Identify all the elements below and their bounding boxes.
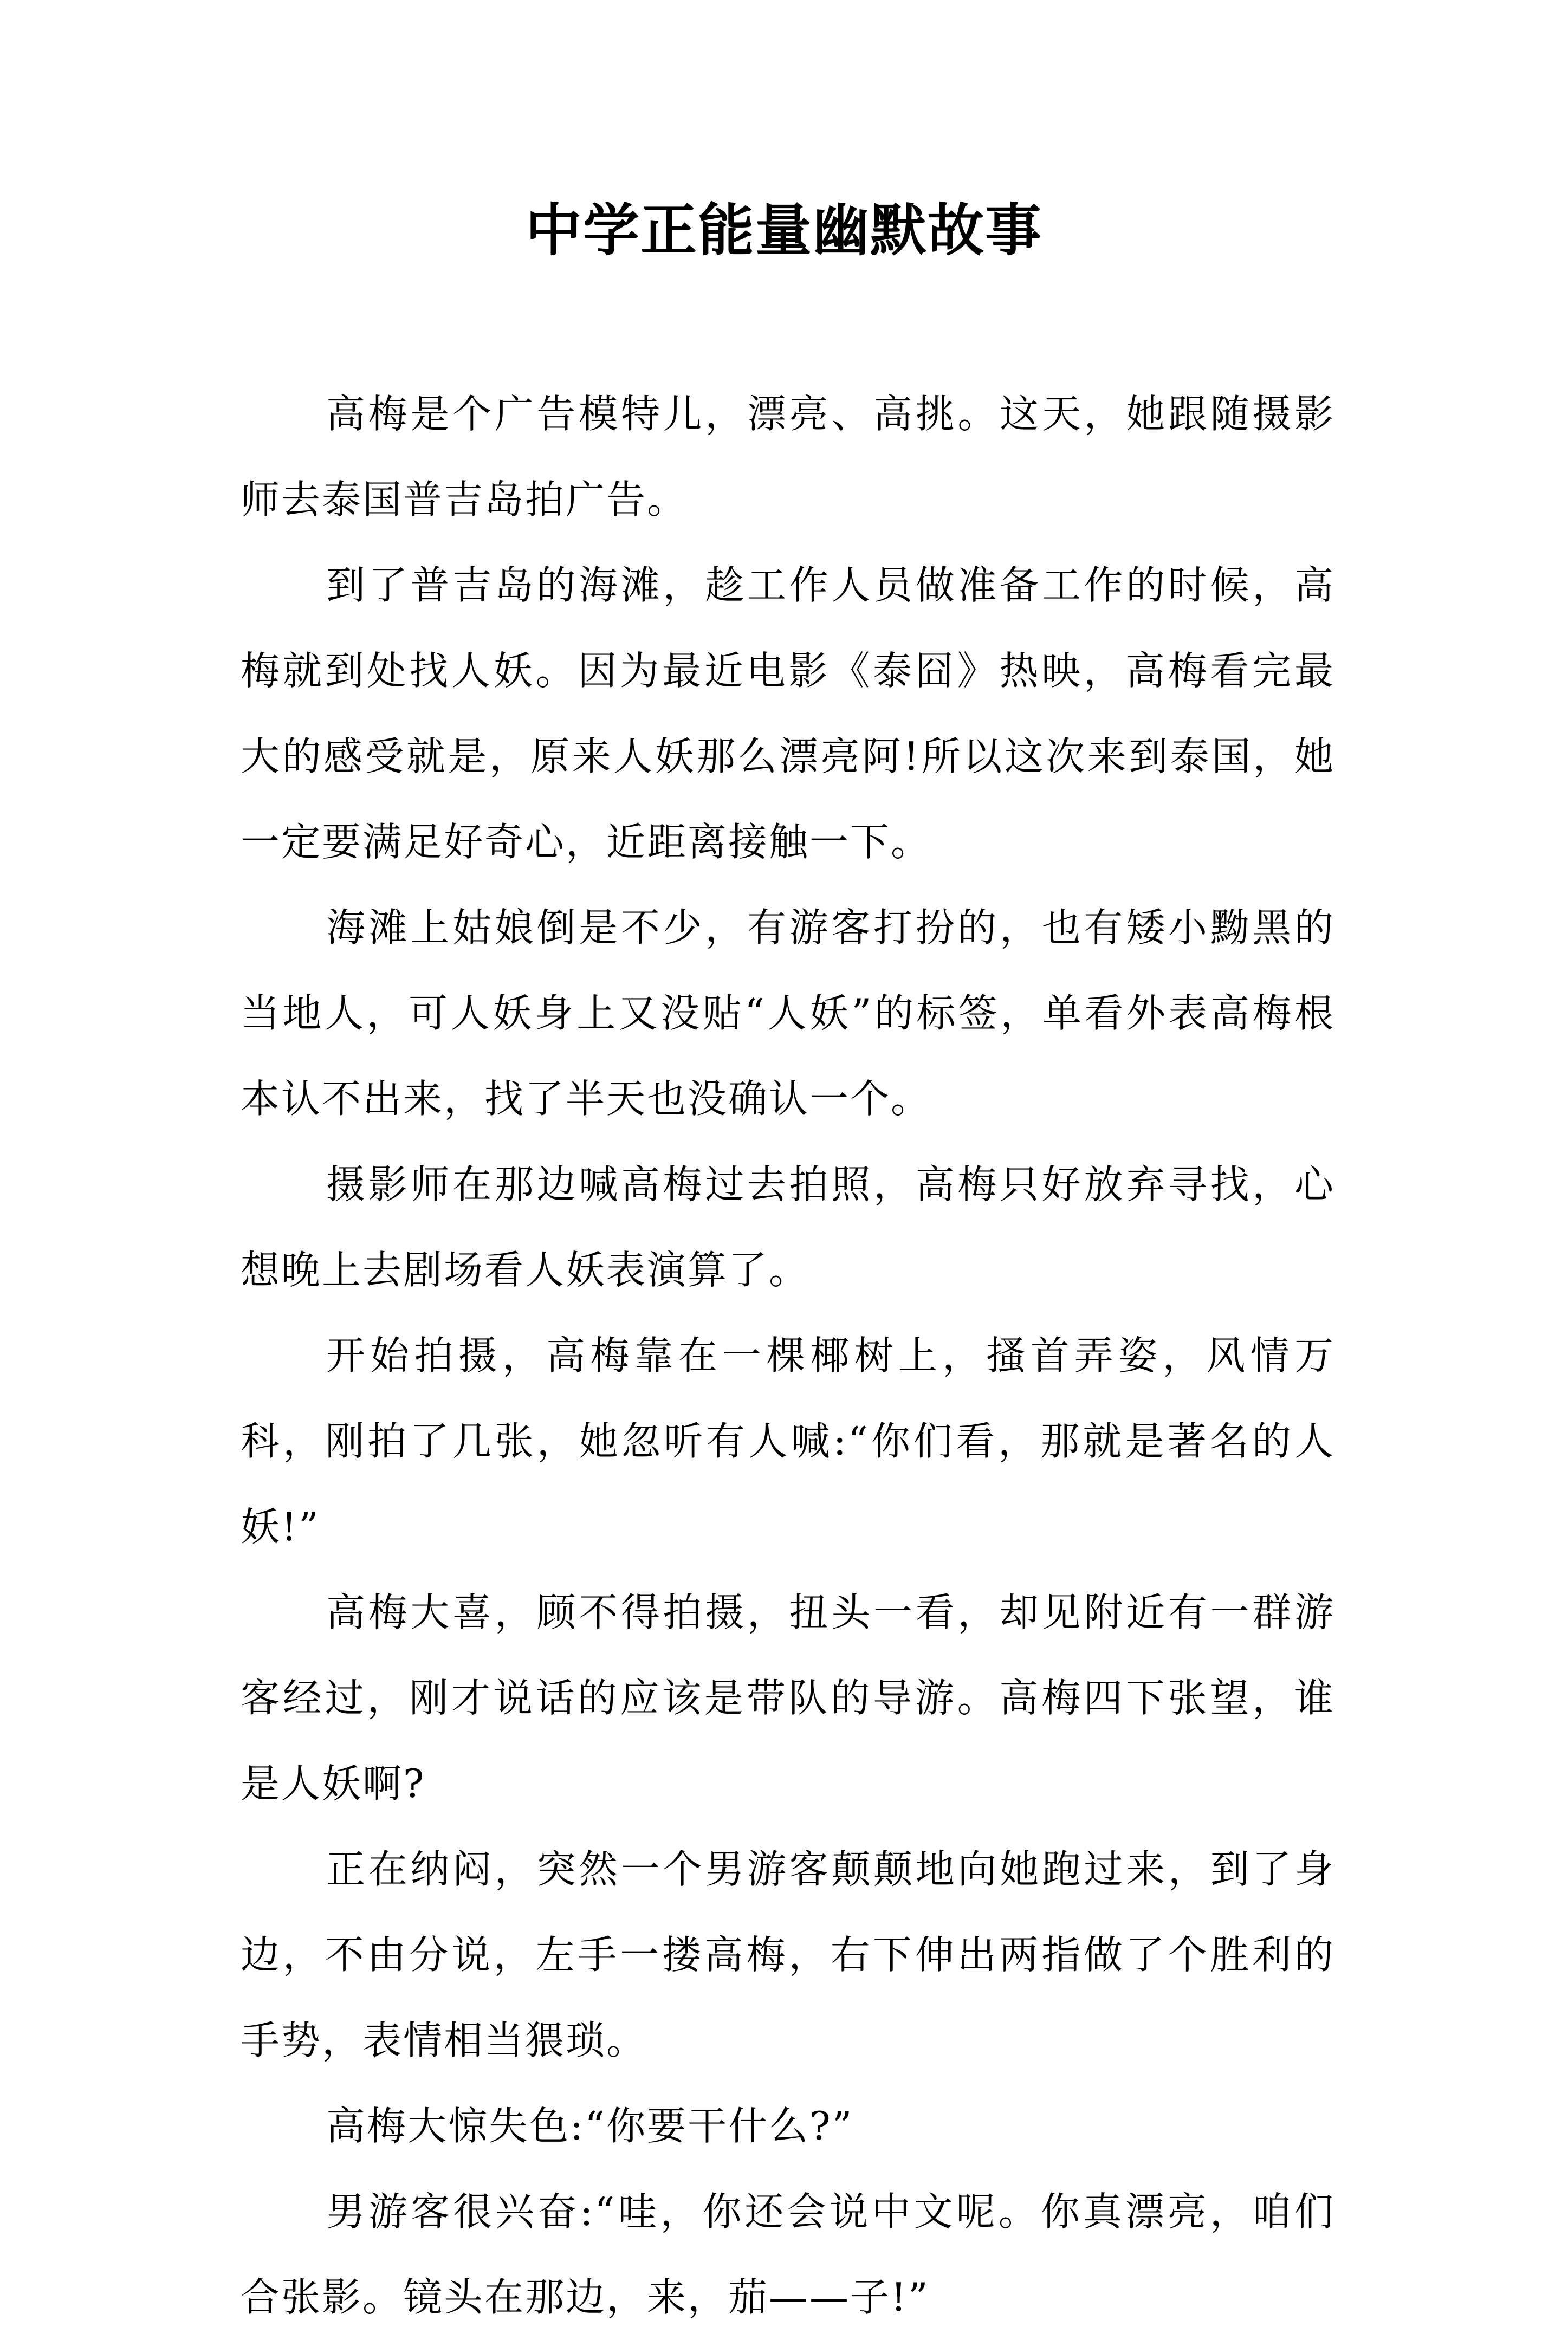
paragraph: 男游客很兴奋:“哇，你还会说中文呢。你真漂亮，咱们合张影。镜头在那边，来，茄——子!” bbox=[241, 2189, 1335, 2320]
paragraph: 开始拍摄，高梅靠在一棵椰树上，搔首弄姿，风情万科，刚拍了几张，她忽听有人喊:“你们看，那就是著名的人妖!” bbox=[241, 1333, 1335, 1550]
paragraph: 到了普吉岛的海滩，趁工作人员做准备工作的时候，高梅就到处找人妖。因为最近电影《泰囧》热映，高梅看完最大的感受就是，原来人妖那么漂亮阿!所以这次来到泰国，她一定要满足好奇心，近距离接触一下。 bbox=[241, 562, 1335, 865]
document-title: 中学正能量幽默故事 bbox=[525, 197, 1042, 263]
paragraph: 正在纳闷，突然一个男游客颠颠地向她跑过来，到了身边，不由分说，左手一搂高梅，右下伸出两指做了个胜利的手势，表情相当猥琐。 bbox=[241, 1846, 1335, 2063]
paragraph: 高梅大喜，顾不得拍摄，扭头一看，却见附近有一群游客经过，刚才说话的应该是带队的导游。高梅四下张望，谁是人妖啊? bbox=[241, 1590, 1335, 1806]
paragraph: 高梅是个广告模特儿，漂亮、高挑。这天，她跟随摄影师去泰国普吉岛拍广告。 bbox=[241, 391, 1335, 522]
paragraph: 摄影师在那边喊高梅过去拍照，高梅只好放弃寻找，心想晚上去剧场看人妖表演算了。 bbox=[241, 1162, 1335, 1293]
paragraph: 海滩上姑娘倒是不少，有游客打扮的，也有矮小黝黑的当地人，可人妖身上又没贴“人妖”的标签，单看外表高梅根本认不出来，找了半天也没确认一个。 bbox=[241, 905, 1335, 1122]
paragraph: 高梅大惊失色:“你要干什么?” bbox=[326, 2103, 854, 2149]
document-body bbox=[241, 371, 1335, 2340]
